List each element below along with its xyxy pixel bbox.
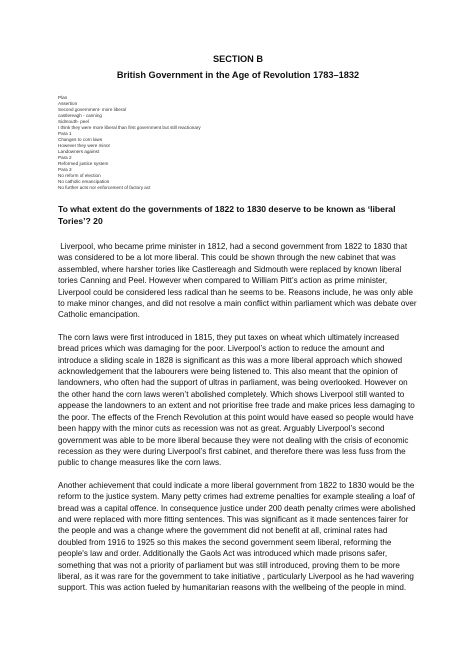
plan-line: Landowners against xyxy=(58,149,100,154)
plan-line: castlereagh - canning xyxy=(58,113,102,118)
essay-plan xyxy=(58,95,418,191)
plan-line: Assertion xyxy=(58,101,78,106)
plan-line: Sidmouth- peel xyxy=(58,119,89,124)
plan-line: No catholic emancipation xyxy=(58,179,110,184)
plan-line: I think they were more liberal than first government but still reactionary xyxy=(58,125,201,130)
body-paragraph: Liverpool, who became prime minister in 1812, had a second government from 1822 to 1830 that was considered to be a lot more liberal. This could be shown through the new cabinet that was assembled, where harsher tories like Castlereagh and Sidmouth were replaced by known liberal tories Canning and Peel. However when compared to William Pitt’s action as prime minister, Liverpool could be considered less radical than he seems to be. Reasons include, he was only able to make minor changes, and did not resolve a main conflict within parliament which was debate over Catholic emancipation. xyxy=(58,242,419,320)
essay-question: To what extent do the governments of 1822 to 1830 deserve to be known as ‘liberal Tories’? 20 xyxy=(58,204,396,226)
plan-line: No further acts nor enforcement of factory act xyxy=(58,185,151,190)
document-title: British Government in the Age of Revolution 1783–1832 xyxy=(116,70,360,80)
body-paragraph: The corn laws were first introduced in 1815, they put taxes on wheat which ultimately increased bread prices which was damaging for the poor. Liverpool’s action to reduce the amount and introduce a sliding scale in 1828 is significant as this was a more liberal approach which showed acknowledgement that the labourers were being listened to. This also meant that the opinion of landowners, who often had the support of ultras in parliament, was being overlooked. However on the other hand the corn laws weren’t abolished completely. Which shows Liverpool still wanted to appease the landowners to an extent and not prioritise free trade and make prices less damaging to the poor. The effects of the French Revolution at this point would have eased so people would have been happy with the minor cuts as recession was not as great. Arguably Liverpool’s second government was able to be more liberal because they were not dealing with the crisis of economic recession as they were during Liverpool’s first cabinet, and therefore there was less fuss from the public to change measures like the corn laws. xyxy=(58,332,415,468)
plan-line: Para 3 xyxy=(58,167,72,172)
plan-line: No reform of election xyxy=(58,173,101,178)
plan-line: Second government- more liberal xyxy=(58,107,126,112)
plan-line: Changes to corn laws xyxy=(58,137,103,142)
plan-line: However they were minor xyxy=(58,143,111,148)
plan-line: Reformed justice system xyxy=(58,161,109,166)
section-heading: SECTION B xyxy=(212,54,264,64)
plan-line: Para 1 xyxy=(58,131,72,136)
body-paragraph: Another achievement that could indicate a more liberal government from 1822 to 1830 would be the reform to the justice system. Many petty crimes had extreme penalties for example stealing a loaf of bread was a capital offence. In consequence justice under 200 death penalty crimes were abolished and were replaced with more fitting sentences. This was significant as it made sentences fairer for the people and was a change where the government did not benefit at all, criminal rates had doubled from 1916 to 1925 so this makes the second government seem liberal, reforming the people's law and order. Additionally the Gaols Act was introduced which made prisons safer, something that was not a priority of parliament but was still introduced, proving them to be more liberal, as it was rare for the government to take initiative , particularly Liverpool as he had wavering support. This was action fueled by humanitarian reasons with the wellbeing of the people in mind. xyxy=(58,480,416,593)
plan-line: Plan xyxy=(58,95,68,100)
plan-line: Para 2 xyxy=(58,155,72,160)
